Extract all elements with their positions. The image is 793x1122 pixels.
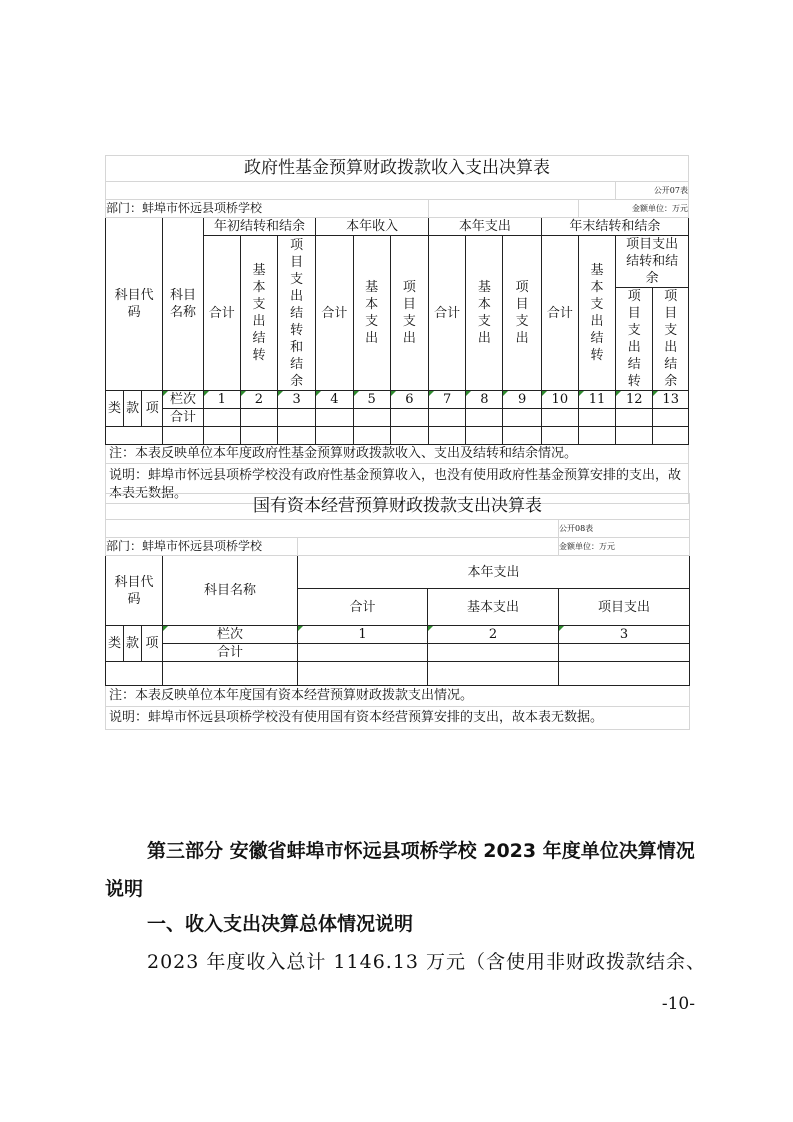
table-2-subject-name-header: 科目名称 [163,556,298,626]
table-1-col-num: 12 [616,391,653,409]
table-1-xiang: 项 [142,391,163,427]
table-2-subject-code-header: 科目代码 [106,556,163,626]
table-2-col-num: 2 [428,626,559,644]
table-1-group-start: 年初结转和结余 [203,218,316,236]
table-1-col-num: 2 [240,391,277,409]
table-2 [105,493,690,730]
table-2-note: 注：本表反映单位本年度国有资本经营预算财政拨款支出情况。 [106,686,690,707]
table-2-unit: 金额单位：万元 [559,538,690,556]
table-2-kuan: 款 [124,626,142,662]
table-1-h-project-carry: 项目支出结转 [616,288,653,391]
table-2-row-total: 合计 [163,644,298,662]
table-1-col-num: 11 [578,391,615,409]
table-2-explain: 说明：蚌埠市怀远县项桥学校没有使用国有资本经营预算安排的支出，故本表无数据。 [106,707,690,730]
table-1-group-expense: 本年支出 [429,218,542,236]
table-1-col-num: 9 [503,391,541,409]
table-1-h-project-carry-balance: 项目支出结转和结余 [278,236,316,391]
table-1-col-num: 5 [353,391,390,409]
table-1-title: 政府性基金预算财政拨款收入支出决算表 [106,156,689,182]
table-1-kuan: 款 [124,391,142,427]
table-1-explain: 说明：蚌埠市怀远县项桥学校没有政府性基金预算收入，也没有使用政府性基金预算安排的支出，故本表无数据。 [106,464,689,504]
table-2-h-project: 项目支出 [559,589,690,626]
table-2-h-basic: 基本支出 [428,589,559,626]
table-1-subject-code-header: 科目代码 [106,218,163,391]
table-1-h-total-2: 合计 [316,236,353,391]
table-2-xiang: 项 [142,626,163,662]
table-1-h-total-4: 合计 [541,236,578,391]
section-paragraph: 2023 年度收入总计 1146.13 万元（含使用非财政拨款结余、 [147,951,707,973]
table-1-h-project-1: 项目支出 [390,236,428,391]
table-2-code: 公开08表 [559,520,690,538]
table-1-col-num: 10 [541,391,578,409]
table-1-col-num: 3 [278,391,316,409]
table-1-h-total-3: 合计 [429,236,466,391]
table-2-department: 部门：蚌埠市怀远县项桥学校 [106,538,298,556]
table-1-note: 注：本表反映单位本年度政府性基金预算财政拨款收入、支出及结转和结余情况。 [106,445,689,464]
table-1-subject-name-header: 科目名称 [163,218,203,391]
table-1-h-basic-2: 基本支出 [466,236,503,391]
table-1-group-end-project: 项目支出结转和结余 [616,236,689,288]
table-2-group-expense: 本年支出 [298,556,690,589]
table-1-h-project-balance: 项目支出结余 [653,288,689,391]
section-heading: 第三部分 安徽省蚌埠市怀远县项桥学校 2023 年度单位决算情况说明 [105,840,695,900]
table-1-group-income: 本年收入 [316,218,429,236]
table-1-h-basic-carry-2: 基本支出结转 [578,236,615,391]
table-1-group-end: 年末结转和结余 [541,218,688,236]
table-1-col-num: 7 [429,391,466,409]
table-1-row-total: 合计 [163,409,203,427]
table-1-row-label: 栏次 [163,391,203,409]
table-1-col-num: 13 [653,391,689,409]
table-2-row-label: 栏次 [163,626,298,644]
table-1-col-num: 6 [390,391,428,409]
table-1 [105,155,689,504]
table-2-h-total: 合计 [298,589,428,626]
table-1-code: 公开07表 [616,182,689,200]
table-1-col-num: 8 [466,391,503,409]
table-1-h-total-1: 合计 [203,236,240,391]
table-1-col-num: 4 [316,391,353,409]
table-1-unit: 金额单位：万元 [578,200,688,218]
table-1-col-num: 1 [203,391,240,409]
table-2-col-num: 3 [559,626,690,644]
table-2-lei: 类 [106,626,124,662]
table-1-h-project-2: 项目支出 [503,236,541,391]
table-1-lei: 类 [106,391,124,427]
page-number: -10- [661,994,695,1014]
table-1-h-basic-carry-1: 基本支出结转 [240,236,277,391]
section-subheading: 一、收入支出决算总体情况说明 [147,913,414,935]
table-2-title: 国有资本经营预算财政拨款支出决算表 [106,494,690,520]
table-1-h-basic-1: 基本支出 [353,236,390,391]
table-1-department: 部门：蚌埠市怀远县项桥学校 [106,200,429,218]
table-2-col-num: 1 [298,626,428,644]
